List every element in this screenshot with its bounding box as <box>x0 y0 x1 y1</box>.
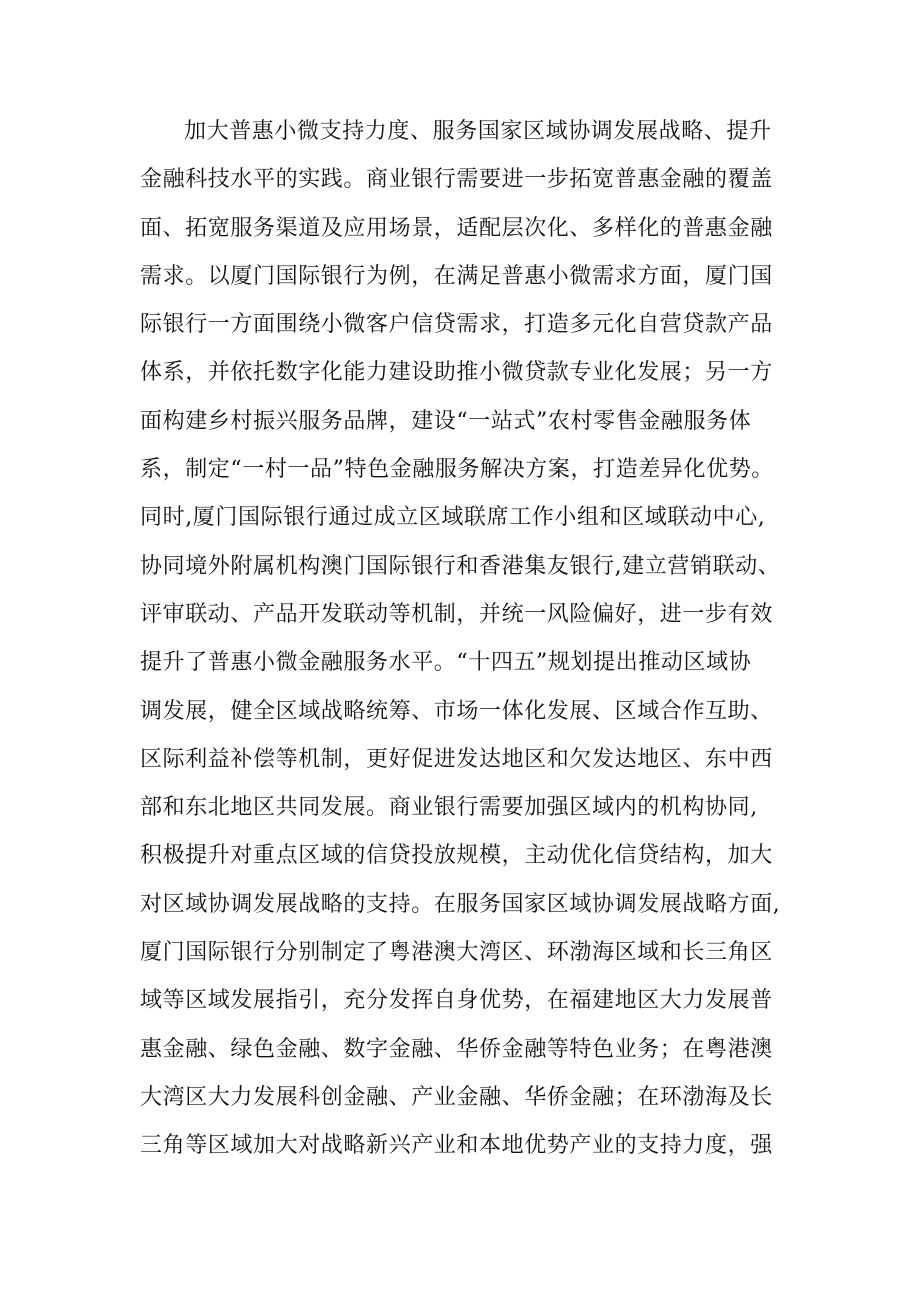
text-line: 系，制定“一村一品”特色金融服务解决方案，打造差异化优势。 <box>140 457 774 483</box>
text-line: 三角等区域加大对战略新兴产业和本地优势产业的支持力度，强 <box>140 1133 773 1159</box>
text-line: 大湾区大力发展科创金融、产业金融、华侨金融；在环渤海及长 <box>140 1084 773 1110</box>
text-line: 调发展，健全区域战略统筹、市场一体化发展、区域合作互助、 <box>140 698 773 724</box>
text-line: 区际利益补偿等机制，更好促进发达地区和欠发达地区、东中西 <box>140 746 773 772</box>
text-line: 需求。以厦门国际银行为例，在满足普惠小微需求方面，厦门国 <box>140 263 773 289</box>
text-line: 评审联动、产品开发联动等机制，并统一风险偏好，进一步有效 <box>140 601 773 627</box>
text-line: 金融科技水平的实践。商业银行需要进一步拓宽普惠金融的覆盖 <box>140 167 773 193</box>
text-line: 际银行一方面围绕小微客户信贷需求，打造多元化自营贷款产品 <box>140 312 773 338</box>
text-line: 积极提升对重点区域的信贷投放规模，主动优化信贷结构，加大 <box>140 843 773 869</box>
text-line: 厦门国际银行分别制定了粤港澳大湾区、环渤海区域和长三角区 <box>140 940 773 966</box>
text-line: 体系，并依托数字化能力建设助推小微贷款专业化发展；另一方 <box>140 360 773 386</box>
text-line: 面构建乡村振兴服务品牌，建设“一站式”农村零售金融服务体 <box>140 408 752 434</box>
text-line: 域等区域发展指引，充分发挥自身优势，在福建地区大力发展普 <box>140 988 773 1014</box>
text-line: 加大普惠小微支持力度、服务国家区域协调发展战略、提升 <box>184 119 772 144</box>
text-line: 协同境外附属机构澳门国际银行和香港集友银行,建立营销联动、 <box>140 553 781 579</box>
body-paragraph <box>140 108 800 1171</box>
text-line: 惠金融、绿色金融、数字金融、华侨金融等特色业务；在粤港澳 <box>140 1036 773 1062</box>
text-line: 部和东北地区共同发展。商业银行需要加强区域内的机构协同, <box>140 795 758 821</box>
text-line: 面、拓宽服务渠道及应用场景，适配层次化、多样化的普惠金融 <box>140 215 773 241</box>
text-line: 提升了普惠小微金融服务水平。“十四五”规划提出推动区域协 <box>140 650 752 676</box>
text-line: 同时,厦门国际银行通过成立区域联席工作小组和区域联动中心, <box>140 505 766 531</box>
text-line: 对区域协调发展战略的支持。在服务国家区域协调发展战略方面, <box>140 891 781 917</box>
